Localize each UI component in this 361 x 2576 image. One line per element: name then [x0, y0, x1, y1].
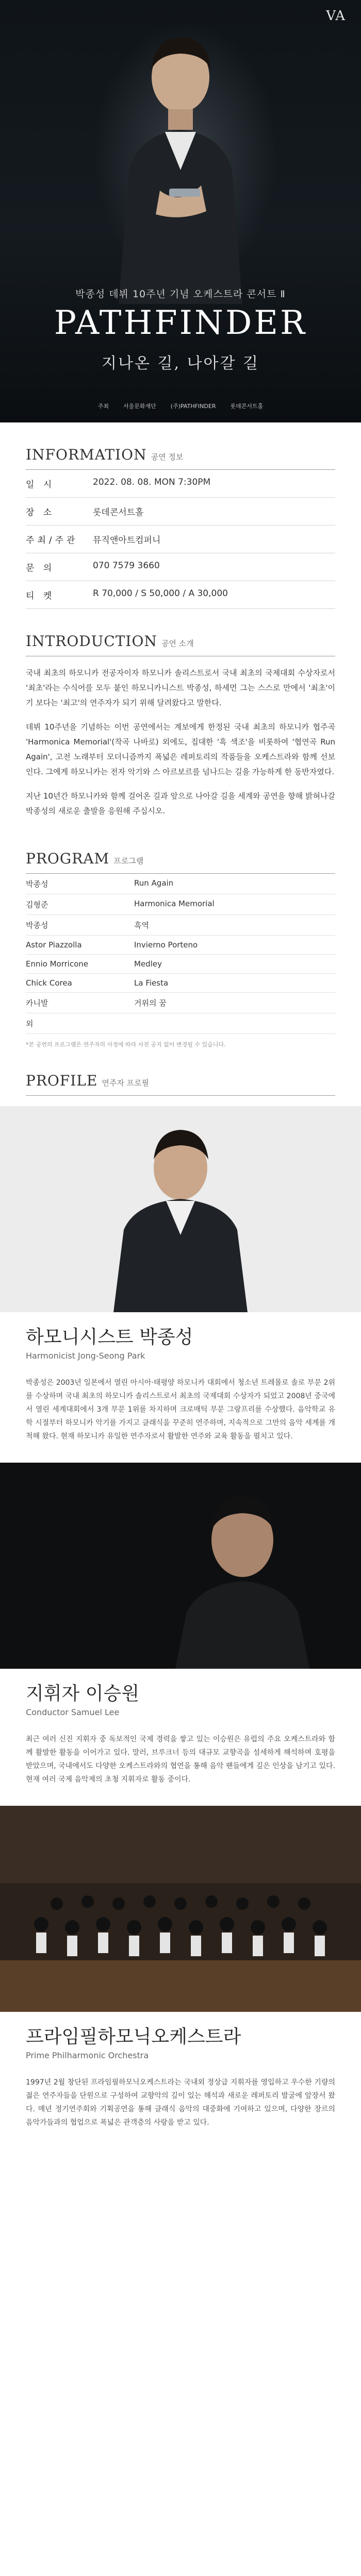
sponsor-logo: (주)PATHFINDER [170, 403, 216, 410]
info-value: 070 7579 3660 [93, 561, 160, 571]
section-title-en: PROGRAM [26, 850, 110, 867]
program-work: 흑역 [134, 921, 149, 930]
profile-name: 하모니시스트 박종성 [26, 1327, 193, 1348]
profile-name: 지휘자 이승원 [26, 1683, 140, 1704]
profile-role: Harmonicist Jong-Seong Park [26, 1351, 145, 1361]
section-title-ko: 공연 소개 [161, 639, 194, 648]
info-value: 2022. 08. 08. MON 7:30PM [93, 477, 211, 487]
program-work: Invierno Porteno [134, 940, 198, 950]
brand-logo: VA [326, 8, 346, 24]
program-work: Medley [134, 959, 162, 969]
program-work: Harmonica Memorial [134, 899, 215, 908]
section-heading [26, 609, 335, 650]
info-value: 롯데콘서트홀 [93, 507, 144, 518]
section-title-ko: 프로그램 [113, 856, 144, 866]
profile-section [0, 1048, 361, 1096]
program-row [26, 915, 335, 936]
program-composer: Chick Corea [26, 978, 72, 988]
program-section [0, 826, 361, 1048]
concert-tagline: 지나온 길, 나아갈 길 [102, 354, 259, 372]
introduction-section [0, 609, 361, 819]
intro-paragraph: 지난 10년간 하모니카와 함께 걸어온 길과 앞으로 나아갈 길을 세계와 공연을 향해 밝혀나갈 박종성의 새로운 출발을 응원해 주십시오. [26, 791, 335, 816]
info-row-ticket [26, 581, 335, 609]
conductor-photo [0, 1463, 361, 1669]
program-row [26, 974, 335, 993]
section-heading [26, 1048, 335, 1089]
concert-subtitle: 박종성 데뷔 10주년 기념 오케스트라 콘서트 Ⅱ [75, 289, 286, 300]
info-label: 일 시 [26, 480, 55, 490]
program-row [26, 874, 335, 894]
info-row-date [26, 470, 335, 498]
sponsor-bar [0, 402, 361, 410]
intro-paragraph: 데뷔 10주년을 기념하는 이번 공연에서는 계보에게 한정된 국내 최초의 하모니카 협주곡 'Harmonica Memorial'(작곡 나바로) 외에도, 집대한 '흑 색조'을 비롯하여 '협연곡 Run Again', 고전 노래부터 모더니즘까지 폭넓은 레퍼토리의 작품들을 오케스트라와 함께 선보인다. 그에게 하모니카는 전자 악기와 스 아르보르를 넘나드는 길을 가능하게 한 동반자였다. [26, 722, 335, 776]
profile-role: Prime Philharmonic Orchestra [26, 2050, 149, 2060]
program-row [26, 894, 335, 915]
information-section [0, 422, 361, 609]
info-label: 장 소 [26, 507, 55, 518]
section-heading [26, 826, 335, 867]
program-composer: Astor Piazzolla [26, 940, 82, 950]
profile-role: Conductor Samuel Lee [26, 1707, 120, 1717]
orchestra-photo [0, 1806, 361, 2012]
info-label: 주최/주관 [26, 535, 78, 546]
program-composer: 박종성 [26, 879, 48, 889]
program-row [26, 936, 335, 955]
section-title-ko: 공연 정보 [151, 452, 184, 462]
program-work: 거위의 꿈 [134, 998, 167, 1008]
info-row-contact [26, 553, 335, 581]
profile-bio: 1997년 2월 창단된 프라임필하모닉오케스트라는 국내외 정상급 지휘자를 영입하고 우수한 기량의 젊은 연주자들을 단원으로 구성하여 교향악의 깊이 있는 해석과 새로운 레퍼토리 발굴에 앞장서 왔다. 매년 정기연주회와 기획공연을 통해 클래식 음악의 대중화에 기여하고 있으며, 다양한 장르의 음악가들과의 협업으로 폭넓은 관객층의 사랑을 받고 있다. [26, 2078, 335, 2127]
sponsor-logo: 롯데콘서트홀 [230, 403, 264, 410]
program-row [26, 955, 335, 974]
info-label: 티 켓 [26, 591, 55, 601]
hero-banner [0, 0, 361, 422]
profile-bio: 박종성은 2003년 일본에서 열린 아시아·태평양 하모니카 대회에서 청소년 트레몰로 솔로 부문 2위를 수상하며 국내 최초의 하모니카 솔리스트로서 최초의 국제대회 수상자가 되었고 2008년 중국에서 열린 세계대회에서 3개 부문 1위를 차지하며 크로매틱 부문 그랑프리를 수상했다. 음악학교 유학 시절부터 하모니카 악기를 가지고 클래식을 꾸준히 연주하며, 지속적으로 그만의 음악 세계를 개척해 왔다. 현재 하모니카 유일한 연주자로서 활발한 연주와 교육 활동을 펼치고 있다. [26, 1379, 335, 1440]
section-title-en: PROFILE [26, 1072, 98, 1089]
intro-paragraph: 국내 최초의 하모니카 전공자이자 하모니카 솔리스트로서 국내 최초의 국제대회 수상자로서 '최초'라는 수식어를 모두 붙인 하모니카니스트 박종성, 하세먼 그는 스스로 만에서 '최초'이기 보다는 '최고'의 연주자가 되기 위해 달려왔다고 말한다. [26, 668, 335, 707]
info-label: 문 의 [26, 563, 55, 573]
program-composer: Ennio Morricone [26, 959, 89, 969]
section-title-en: INTRODUCTION [26, 633, 157, 650]
info-row-venue [26, 498, 335, 526]
performer-photo [98, 15, 263, 304]
program-composer: 카니발 [26, 998, 48, 1008]
program-row [26, 1013, 335, 1034]
sponsor-label: 주최 [97, 403, 109, 410]
program-note: *본 공연의 프로그램은 연주자의 사정에 따라 사전 공지 없이 변경될 수 있습니다. [26, 1041, 226, 1048]
program-work: Run Again [134, 878, 174, 888]
program-composer: 외 [26, 1019, 34, 1028]
program-work: La Fiesta [134, 978, 169, 988]
profile-name: 프라임필하모닉오케스트라 [26, 2026, 241, 2047]
harmonicist-photo [0, 1106, 361, 1312]
info-row-organizer [26, 526, 335, 553]
sponsor-logo: 서울문화재단 [123, 403, 156, 410]
program-composer: 박종성 [26, 921, 48, 930]
program-row [26, 993, 335, 1013]
program-composer: 김형준 [26, 900, 48, 909]
section-title-en: INFORMATION [26, 446, 147, 463]
section-title-ko: 연주자 프로필 [102, 1078, 150, 1088]
section-heading [26, 422, 335, 463]
info-value: 뮤직앤아트컴퍼니 [93, 535, 161, 546]
profile-bio: 최근 여러 신진 지휘자 중 독보적인 국제 경력을 쌓고 있는 이승원은 유럽의 주요 오케스트라와 함께 활발한 활동을 이어가고 있다. 말러, 브루크너 등의 대규모 교향곡을 섬세하게 해석하며 호평을 받았으며, 국내에서도 다양한 오케스트라와의 협연을 통해 음악 팬들에게 깊은 인상을 남기고 있다. 현재 여러 국제 음악제의 초청 지휘자로 활동 중이다. [26, 1735, 335, 1784]
info-value: R 70,000 / S 50,000 / A 30,000 [93, 588, 228, 599]
concert-title: PATHFINDER [54, 304, 307, 342]
